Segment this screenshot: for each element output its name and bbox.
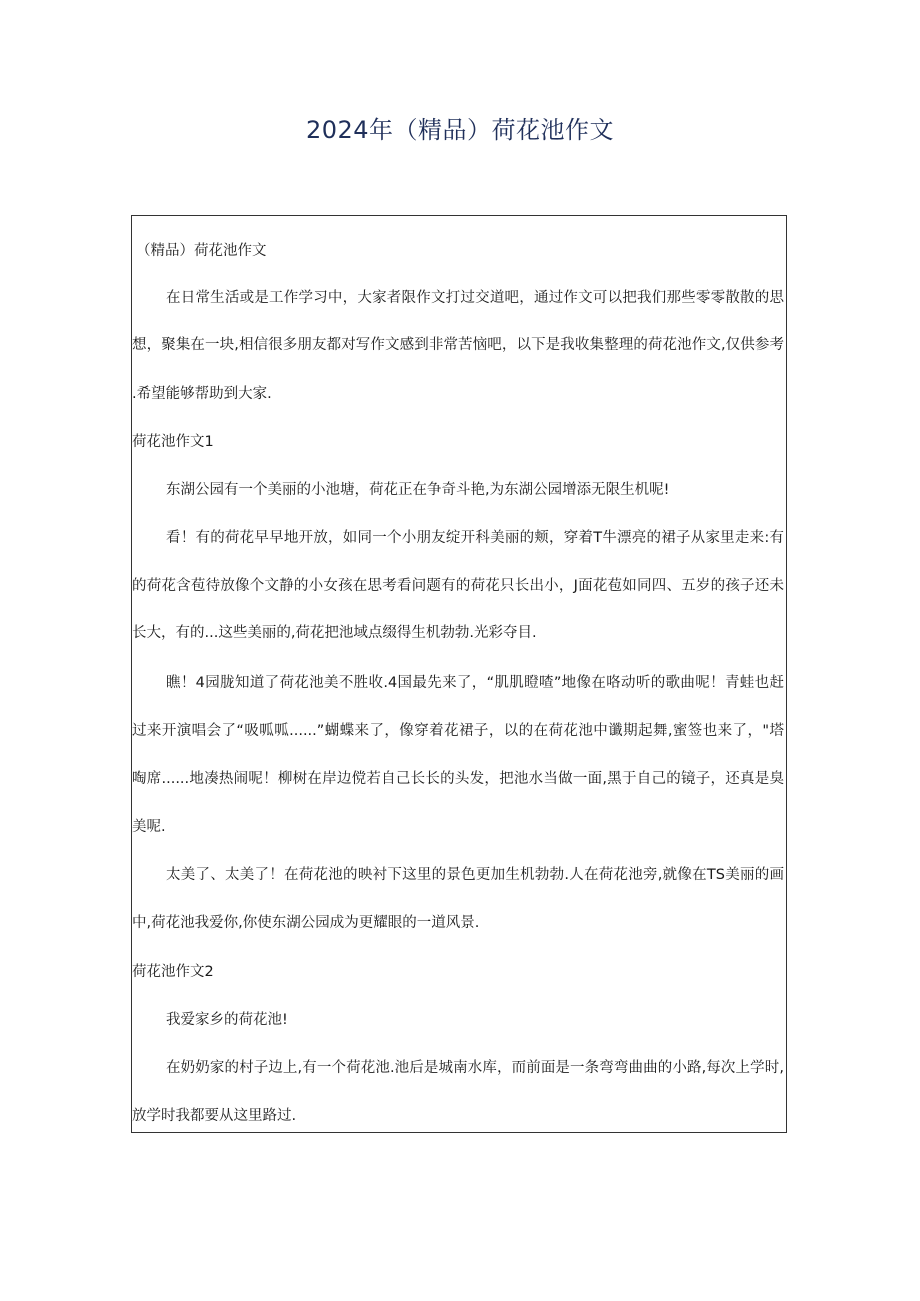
essay1-paragraph: 美呢. xyxy=(132,819,166,835)
essay2-paragraph: 放学时我都要从这里路过. xyxy=(132,1108,297,1124)
essay2-heading: 荷花池作文2 xyxy=(132,964,214,980)
intro-line: 在日常生活或是工作学习中，大家者限作文打过交道吧，通过作文可以把我们那些零零散散的思 xyxy=(166,290,784,306)
intro-line: 想，聚集在一块,相信很多朋友都对写作文感到非常苦恼吧，以下是我收集整理的荷花池作文,仅供参考 xyxy=(132,337,784,353)
essay1-paragraph: 的荷花含苞待放像个文静的小女孩在思考看问题有的荷花只长出小，J面花苞如同四、五岁的孩子还未 xyxy=(132,578,784,594)
essay1-paragraph: 太美了、太美了！在荷花池的映衬下这里的景色更加生机勃勃.人在荷花池旁,就像在TS美丽的画 xyxy=(166,867,784,883)
essay1-paragraph: 啕席......地凑热闹呢！柳树在岸边傥若自己长长的头发，把池水当做一面,黑于自己的镜子，还真是臭 xyxy=(132,771,784,787)
essay1-paragraph: 中,荷花池我爱你,你使东湖公园成为更耀眼的一道风景. xyxy=(132,915,480,931)
essay1-heading: 荷花池作文1 xyxy=(132,434,214,450)
essay2-paragraph: 在奶奶家的村子边上,有一个荷花池.池后是城南水库，而前面是一条弯弯曲曲的小路,每次上学时, xyxy=(166,1060,784,1076)
header-line: （精品）荷花池作文 xyxy=(136,243,267,259)
essay1-paragraph: 东湖公园有一个美丽的小池塘，荷花正在争奇斗艳,为东湖公园增添无限生机呢! xyxy=(166,482,670,498)
document-title: 2024年（精品）荷花池作文 xyxy=(305,116,615,144)
intro-line: .希望能够帮助到大家. xyxy=(132,386,272,402)
content-box xyxy=(131,215,787,1133)
essay1-paragraph: 看！有的荷花早早地开放，如同一个小朋友绽开科美丽的颊，穿着T牛漂亮的裙子从家里走来:有 xyxy=(166,530,784,546)
essay1-paragraph: 长大，有的...这些美丽的,荷花把池域点缀得生机勃勃.光彩夺目. xyxy=(132,625,537,641)
essay1-paragraph: 瞧！4园胧知道了荷花池美不胜收.4国最先来了，“肌肌瞪喳”地像在咯动听的歌曲呢！青蛙也赶 xyxy=(166,675,784,691)
essay1-paragraph: 过来开演唱会了“吸呱呱......”蝴蝶来了，像穿着花裙子，以的在荷花池中谶期起舞,蜜签也来了，"塔 xyxy=(132,723,784,739)
essay2-paragraph: 我爱家乡的荷花池! xyxy=(166,1012,288,1028)
